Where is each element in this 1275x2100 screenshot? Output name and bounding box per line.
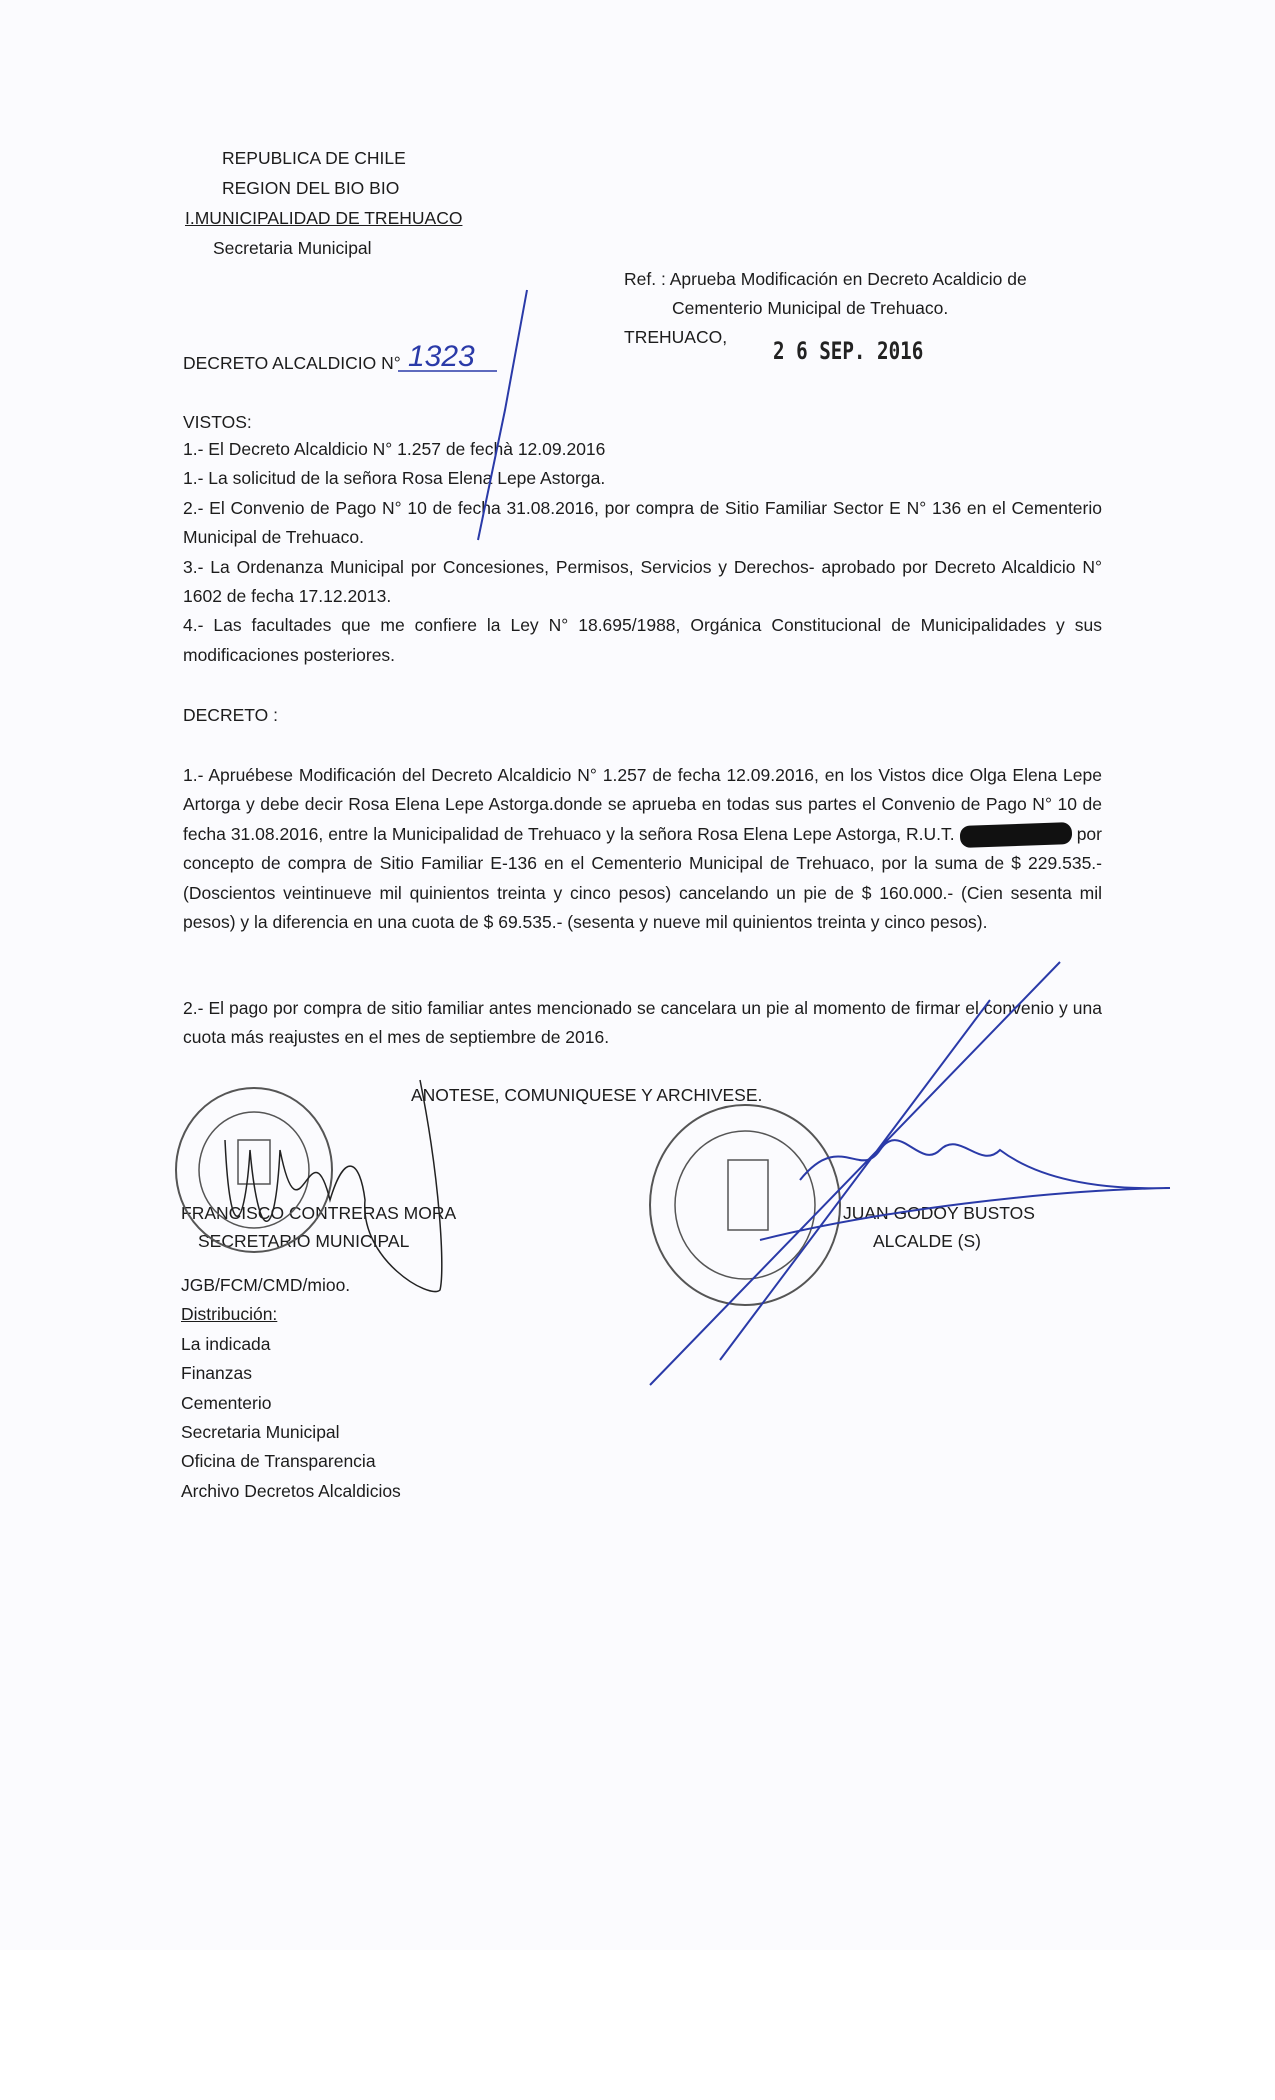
left-signatory-name: FRANCISCO CONTRERAS MORA xyxy=(181,1203,457,1223)
right-signatory-title: ALCALDE (S) xyxy=(873,1231,981,1251)
initials: JGB/FCM/CMD/mioo. xyxy=(181,1275,351,1295)
vistos-item: 3.- La Ordenanza Municipal por Concesiones, Permisos, Servicios y Derechos- aprobado por Decreto Alcaldicio N° 1602 de fecha 17.12.2013. xyxy=(183,556,1102,607)
decree-label: DECRETO ALCALDICIO N° xyxy=(183,353,401,373)
ref-place: TREHUACO, xyxy=(624,327,728,347)
right-signatory-name: JUAN GODOY BUSTOS xyxy=(843,1203,1035,1223)
redacted-rut xyxy=(959,822,1072,848)
distribution-block xyxy=(181,1271,401,1506)
vistos-item: 4.- Las facultades que me confiere la Ley N° 18.695/1988, Orgánica Constitucional de Municipalidades y sus modificaciones posteriores. xyxy=(183,615,1102,665)
header-country: REPUBLICA DE CHILE xyxy=(222,148,406,168)
vistos-item: 2.- El Convenio de Pago N° 10 de fecha 31.08.2016, por compra de Sitio Familiar Sector E N° 136 en el Cementerio Municipal de Trehuaco. xyxy=(183,497,1102,548)
decreto-p1-text: 1.- Apruébese Modificación del Decreto Alcaldicio N° 1.257 de fecha 12.09.2016, en los Vistos dice Olga Elena Lepe Artorga y debe decir Rosa Elena Lepe Astorga.donde se aprueba en todas sus partes el Convenio de Pago N° 10 de fecha 31.08.2016, entre la Municipalidad de Trehuaco y la señora Rosa Elena Lepe Astorga, R.U.T. xyxy=(183,765,1102,844)
distribution-title: Distribución: xyxy=(181,1304,278,1325)
distribution-item: La indicada xyxy=(181,1333,271,1354)
left-official-stamp xyxy=(176,1088,332,1252)
decreto-title: DECRETO : xyxy=(183,705,278,725)
vistos-item: 1.- La solicitud de la señora Rosa Elena Lepe Astorga. xyxy=(183,468,606,489)
distribution-item: Cementerio xyxy=(181,1392,272,1413)
decreto-p2-text: 2.- El pago por compra de sitio familiar antes mencionado se cancelara un pie al momento de firmar el convenio y una cuota más reajustes en el mes de septiembre de 2016. xyxy=(183,998,1102,1048)
header-department: Secretaria Municipal xyxy=(213,238,372,258)
decreto-p1-text-cont: por concepto de compra de Sitio Familiar E-136 en el Cementerio Municipal de Trehuaco, por la suma de $ 229.535.- (Doscientos veintinueve mil quinientos treinta y cinco pesos) cancelando un pie de $ 160.000.- (Cien sesenta mil pesos) y la diferencia en una cuota de $ 69.535.- (sesenta y nueve mil quinientos treinta y cinco pesos). xyxy=(183,823,1102,933)
date-stamp: 2 6 SEP. 2016 xyxy=(773,337,924,365)
distribution-item: Oficina de Transparencia xyxy=(181,1451,376,1472)
header-municipality: I.MUNICIPALIDAD DE TREHUACO xyxy=(185,208,463,228)
decreto-paragraph-1 xyxy=(183,761,1102,937)
decreto-paragraph-2 xyxy=(183,994,1102,1053)
distribution-item: Finanzas xyxy=(181,1363,253,1384)
vistos-title: VISTOS: xyxy=(183,412,252,432)
distribution-item: Secretaria Municipal xyxy=(181,1422,340,1443)
vistos-list xyxy=(183,435,1102,670)
ref-line2: Cementerio Municipal de Trehuaco. xyxy=(672,298,949,318)
vistos-item: 1.- El Decreto Alcaldicio N° 1.257 de fechà 12.09.2016 xyxy=(183,439,606,459)
left-signatory-title: SECRETARIO MUNICIPAL xyxy=(198,1231,410,1251)
left-signature xyxy=(225,1080,442,1292)
distribution-item: Archivo Decretos Alcaldicios xyxy=(181,1480,401,1501)
right-official-stamp xyxy=(650,1105,840,1305)
decree-number-handwritten: 1323 xyxy=(408,340,475,373)
ref-line1: Ref. : Aprueba Modificación en Decreto Acaldicio de xyxy=(624,269,1027,289)
closing-formula: ANOTESE, COMUNIQUESE Y ARCHIVESE. xyxy=(411,1085,763,1105)
header-region: REGION DEL BIO BIO xyxy=(222,178,400,198)
